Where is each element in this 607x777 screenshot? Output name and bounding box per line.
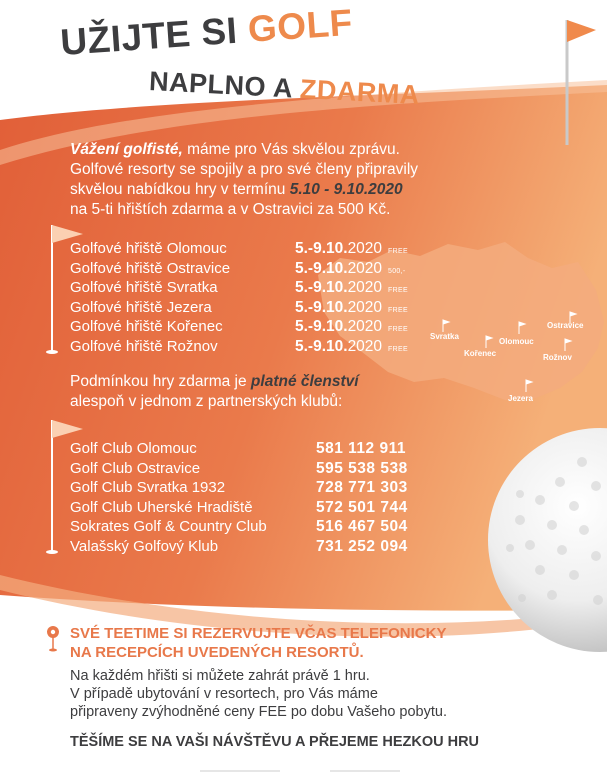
offer-dates: 5.10 - 9.10.2020 [289, 181, 403, 198]
condition-text: alespoň v jednom z partnerských klubů: [70, 393, 343, 410]
course-date: 5.-9.10. [295, 337, 348, 355]
info-text: připraveny zvýhodněné ceny FEE po dobu Vašeho pobytu. [70, 704, 447, 720]
intro-text: máme pro Vás skvělou zprávu. [182, 141, 400, 158]
course-year: 2020 [347, 259, 383, 277]
club-name: Golf Club Uherské Hradiště [70, 498, 253, 516]
list-item [70, 460, 408, 480]
course-fee: FREE [388, 326, 408, 333]
course-name: Golfové hřiště Olomouc [70, 240, 227, 257]
closing-line: TĚŠÍME SE NA VAŠI NÁVŠTĚVU A PŘEJEME HEZKOU HRU [70, 734, 480, 750]
intro-text: skvělou nabídkou hry v termínu [70, 181, 290, 198]
course-name: Golfové hřiště Svratka [70, 279, 218, 296]
course-name: Golfové hřiště Rožnov [70, 337, 218, 355]
location-pin-icon [45, 625, 61, 655]
course-date: 5.-9.10. [295, 240, 348, 257]
list-item [70, 338, 408, 358]
club-name: Valašský Golfový Klub [70, 537, 219, 555]
course-date: 5.-9.10. [295, 318, 348, 335]
list-item [70, 240, 408, 260]
membership-condition [70, 372, 359, 412]
club-phone: 581 112 911 [316, 440, 406, 457]
intro-text: na 5-ti hřištích zdarma a v Ostravici za 500 Kč. [70, 201, 391, 218]
map-city-label: Kořenec [464, 349, 497, 358]
course-fee: FREE [388, 287, 408, 294]
course-year: 2020 [347, 279, 383, 296]
course-fee: FREE [388, 306, 408, 314]
info-text: Na každém hřišti si můžete zahrát právě 1 hru. [70, 668, 370, 684]
course-date: 5.-9.10. [295, 259, 348, 277]
course-date: 5.-9.10. [295, 298, 348, 316]
course-fee: FREE [388, 345, 408, 353]
course-name: Golfové hřiště Jezera [70, 298, 212, 316]
club-phone: 516 467 504 [316, 518, 408, 535]
list-item [70, 499, 408, 519]
info-paragraph [70, 667, 447, 721]
map-city-label: Olomouc [499, 337, 534, 346]
course-year: 2020 [347, 240, 383, 257]
course-name: Golfové hřiště Ostravice [70, 259, 231, 277]
list-item [70, 299, 408, 319]
headline-prefix: UŽIJTE SI [59, 8, 250, 64]
club-name: Sokrates Golf & Country Club [70, 518, 267, 535]
course-date: 5.-9.10. [295, 279, 348, 296]
course-year: 2020 [347, 318, 383, 335]
list-item [70, 538, 408, 558]
club-name: Golf Club Ostravice [70, 459, 201, 477]
map-city-label: Rožnov [543, 353, 572, 362]
headline-accent: ZDARMA [299, 73, 421, 111]
list-item [70, 440, 408, 460]
list-item [70, 279, 408, 299]
club-phone: 728 771 303 [316, 479, 408, 496]
club-list [70, 440, 408, 557]
list-item [70, 518, 408, 538]
map-city-label: Ostravice [547, 321, 584, 330]
greeting: Vážení golfisté, [70, 141, 183, 158]
course-year: 2020 [347, 298, 383, 316]
intro-paragraph [70, 140, 510, 220]
course-list [70, 240, 408, 357]
course-fee: 500,- [388, 267, 406, 275]
map-city-label: Svratka [430, 332, 459, 341]
club-name: Golf Club Svratka 1932 [70, 479, 226, 496]
reservation-callout [70, 624, 446, 662]
course-year: 2020 [347, 337, 383, 355]
callout-text: SVÉ TEETIME SI REZERVUJTE VČAS TELEFONICKY [70, 625, 447, 642]
club-phone: 595 538 538 [316, 459, 408, 477]
condition-emphasis: platné členství [250, 373, 359, 390]
condition-text: Podmínkou hry zdarma je [70, 373, 251, 390]
club-name: Golf Club Olomouc [70, 440, 197, 457]
callout-text: NA RECEPCÍCH UVEDENÝCH RESORTŮ. [70, 644, 364, 661]
intro-text: Golfové resorty se spojily a pro své členy připravily [70, 161, 419, 178]
club-phone: 572 501 744 [316, 498, 408, 516]
course-fee: FREE [388, 248, 408, 255]
info-text: V případě ubytování v resortech, pro Vás máme [70, 686, 378, 702]
map-city-label: Jezera [508, 394, 533, 403]
list-item [70, 318, 408, 338]
headline-prefix: NAPLNO A [148, 66, 301, 104]
headline-accent: GOLF [246, 1, 354, 50]
course-name: Golfové hřiště Kořenec [70, 318, 223, 335]
club-phone: 731 252 094 [316, 537, 408, 555]
list-item [70, 260, 408, 280]
list-item [70, 479, 408, 499]
